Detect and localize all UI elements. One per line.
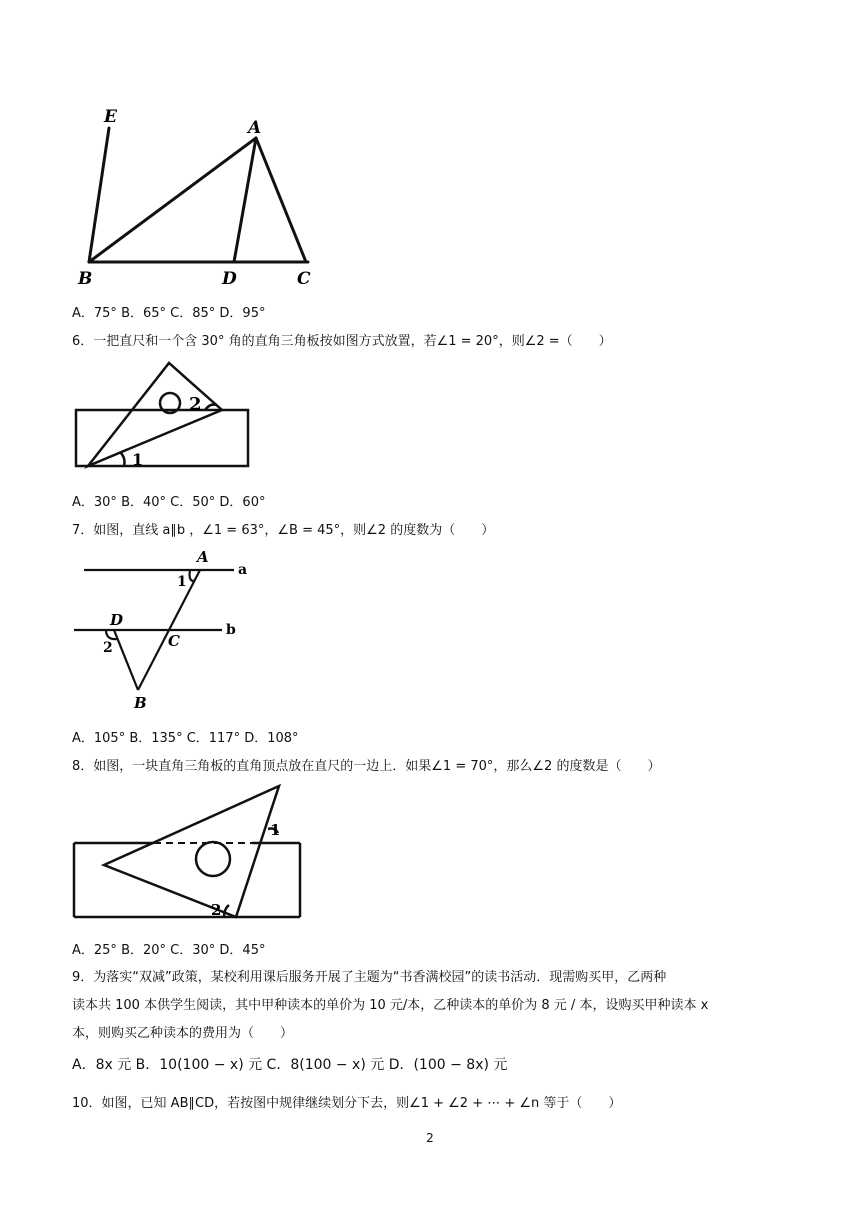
q7-label-b-line: b bbox=[226, 622, 236, 638]
q7-figure bbox=[72, 548, 262, 713]
q9-options: A．8x 元 B．10(100 − x) 元 C．8(100 − x) 元 D．(100 − 8x) 元 bbox=[72, 1057, 508, 1073]
q7-label-d: D bbox=[110, 611, 124, 629]
q8-figure bbox=[72, 783, 307, 923]
q6-label-1: 1 bbox=[132, 450, 144, 469]
q8-options: A．25° B．20° C．30° D．45° bbox=[72, 943, 266, 958]
q8-label-2: 2 bbox=[211, 901, 222, 919]
q7-label-a-line: a bbox=[238, 562, 248, 578]
page-number: 2 bbox=[426, 1131, 434, 1145]
q6-triangle bbox=[88, 363, 222, 466]
q7-label-a-point: A bbox=[197, 548, 209, 566]
q9-stem-line1: 9．为落实“双减”政策，某校利用课后服务开展了主题为“书香满校园”的读书活动．现需购买甲，乙两种 bbox=[72, 970, 667, 985]
q5-label-e: E bbox=[104, 107, 117, 127]
q7-label-b-point: B bbox=[134, 694, 147, 712]
q7-label-2: 2 bbox=[103, 640, 113, 656]
q5-options: A．75° B．65° C．85° D．95° bbox=[72, 306, 266, 321]
q8-label-1: 1 bbox=[270, 821, 281, 839]
q5-line-ad bbox=[234, 138, 256, 262]
q7-options: A．105° B．135° C．117° D．108° bbox=[72, 731, 299, 746]
q8-triangle-hole bbox=[196, 842, 230, 876]
q7-label-1: 1 bbox=[177, 574, 187, 590]
q7-stem: 7．如图，直线 a∥b ，∠1 = 63°，∠B = 45°，则∠2 的度数为（ ） bbox=[72, 523, 495, 538]
q8-stem: 8．如图，一块直角三角板的直角顶点放在直尺的一边上．如果∠1 = 70°，那么∠2 的度数是（ ） bbox=[72, 759, 661, 774]
q6-figure bbox=[72, 358, 257, 473]
q6-ruler bbox=[76, 410, 248, 466]
q10-stem: 10．如图，已知 AB∥CD，若按图中规律继续划分下去，则∠1 + ∠2 + ⋯ + ∠n 等于（ ） bbox=[72, 1096, 622, 1111]
q6-angle1-arc bbox=[120, 452, 125, 466]
q5-line-ac bbox=[256, 138, 306, 262]
q5-label-c: C bbox=[297, 269, 311, 289]
q6-label-2: 2 bbox=[189, 394, 202, 415]
q5-line-be bbox=[89, 128, 109, 262]
q9-stem-line3: 本，则购买乙种读本的费用为（ ） bbox=[72, 1026, 294, 1041]
q5-line-ba bbox=[89, 138, 256, 262]
q7-label-c: C bbox=[168, 632, 180, 650]
q5-label-d: D bbox=[222, 269, 237, 289]
q9-stem-line2: 读本共 100 本供学生阅读，其中甲种读本的单价为 10 元/本，乙种读本的单价为 8 元 / 本，设购买甲种读本 x bbox=[72, 998, 709, 1013]
q5-figure bbox=[72, 100, 332, 290]
q6-stem: 6．一把直尺和一个含 30° 角的直角三角板按如图方式放置，若∠1 = 20°，则∠2 =（ ） bbox=[72, 334, 612, 349]
q7-line-db bbox=[114, 630, 138, 690]
q6-options: A．30° B．40° C．50° D．60° bbox=[72, 495, 266, 510]
q5-label-b: B bbox=[78, 269, 93, 289]
q8-triangle bbox=[104, 786, 279, 917]
q5-label-a: A bbox=[248, 118, 262, 138]
